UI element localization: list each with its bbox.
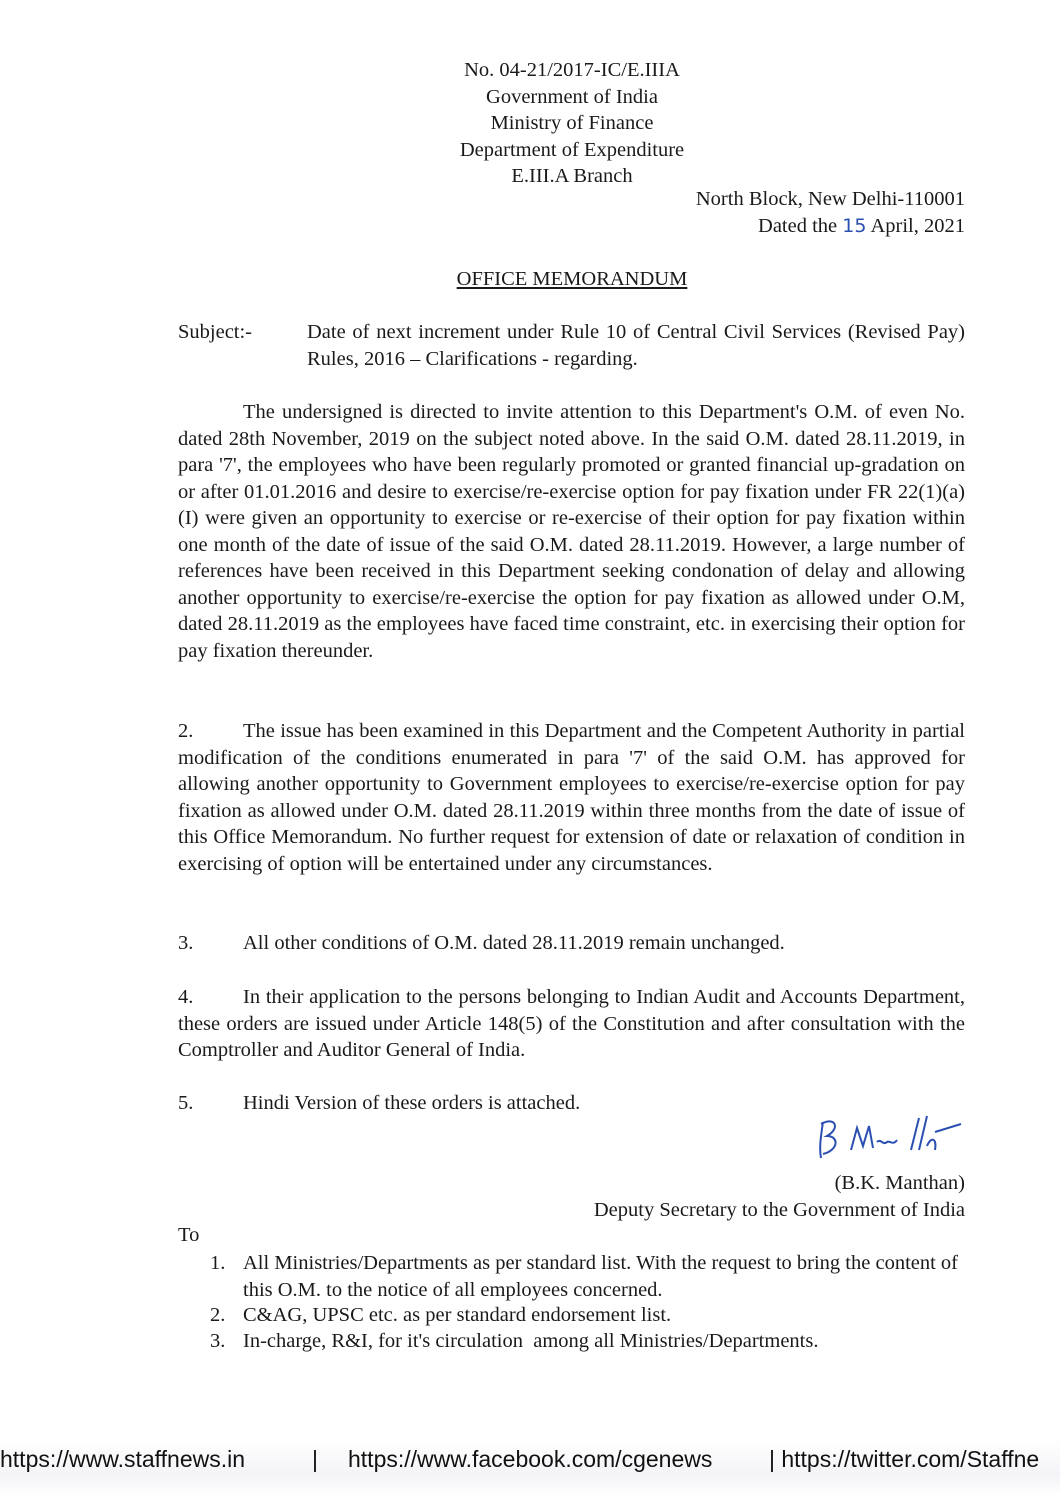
twitter-link[interactable]: | https://twitter.com/Staffne [769,1446,1040,1472]
paragraph-number: 5. [178,1092,194,1114]
address-block [560,186,965,239]
recipient-number: 2. [210,1304,226,1326]
paragraph-number: 2. [178,720,194,742]
recipient-item: In-charge, R&I, for it's circulation among all Ministries/Departments. [243,1330,819,1352]
paragraph-number: 3. [178,932,194,954]
department-name: Department of Expenditure [459,138,685,161]
footer-separator: | [312,1446,318,1472]
subject-text: Date of next increment under Rule 10 of Central Civil Services (Revised Pay) Rules, 2016 – Clarifications - regarding. [307,321,965,370]
recipient-number: 3. [210,1330,226,1352]
document-title: OFFICE MEMORANDUM [456,268,688,290]
facebook-link[interactable]: https://www.facebook.com/cgenews [348,1446,713,1472]
staffnews-link[interactable]: https://www.staffnews.in [0,1446,246,1472]
signature [815,1110,965,1165]
branch-name: E.III.A Branch [511,165,633,187]
paragraph-5: Hindi Version of these orders is attached. [243,1092,581,1114]
date-day-handwritten: 15 [842,214,867,237]
address: North Block, New Delhi-110001 [695,188,965,210]
paragraph-number: 4. [178,986,194,1008]
paragraph-1: The undersigned is directed to invite attention to this Department's O.M. of even No. dated 28th November, 2019 on the subject noted above. In the said O.M. dated 28.11.2019, in para '7', the employees who have been regularly promoted or granted financial up-gradation on or after 01.01.2016 and desire to exercise/re-exercise option for pay fixation under FR 22(1)(a)(I) were given an opportunity to exercise or re-exercise of their option for pay fixation within one month of the date of issue of the said O.M. dated 28.11.2019. However, a large number of references have been received in this Department seeking condonation of delay and allowing another opportunity to exercise/re-exercise the option for pay fixation as allowed under O.M, dated 28.11.2019 as the employees have faced time constraint, etc. in exercising their option for pay fixation thereunder. [178,401,965,662]
recipient-item: All Ministries/Departments as per standard list. With the request to bring the content of this O.M. to the notice of all employees concerned. [243,1252,959,1301]
subject-label: Subject:- [178,321,253,343]
date-line [560,213,965,240]
ministry-name: Ministry of Finance [490,112,654,134]
footer-watermark-links [0,1440,1060,1497]
signatory-name: (B.K. Manthan) [834,1172,965,1194]
paragraph-4: In their application to the persons belonging to Indian Audit and Accounts Department, these orders are issued under Article 148(5) of the Constitution and after consultation with the Comptroller and Auditor General of India. [178,986,965,1061]
signatory-designation: Deputy Secretary to the Government of India [593,1198,965,1221]
paragraph-2: The issue has been examined in this Department and the Competent Authority in partial modification of the conditions enumerated in para '7' of the said O.M. has approved for allowing another opportunity to Government employees to exercise/re-exercise option for pay fixation as allowed under O.M. dated 28.11.2019 within three months from the date of issue of this Office Memorandum. No further request for extension of date or relaxation of condition in exercising of option will be entertained under any circumstances. [178,720,965,875]
government-name: Government of India [486,85,658,108]
signatory-block [500,1170,965,1223]
date-rest: April, 2021 [870,214,965,237]
letterhead [372,57,772,190]
recipient-item: C&AG, UPSC etc. as per standard endorsement list. [243,1304,672,1326]
recipient-number: 1. [210,1252,226,1274]
paragraph-3: All other conditions of O.M. dated 28.11.2019 remain unchanged. [243,932,785,954]
to-label: To [178,1224,200,1246]
date-prefix: Dated the [758,214,838,237]
reference-number: No. 04-21/2017-IC/E.IIIA [464,59,680,81]
